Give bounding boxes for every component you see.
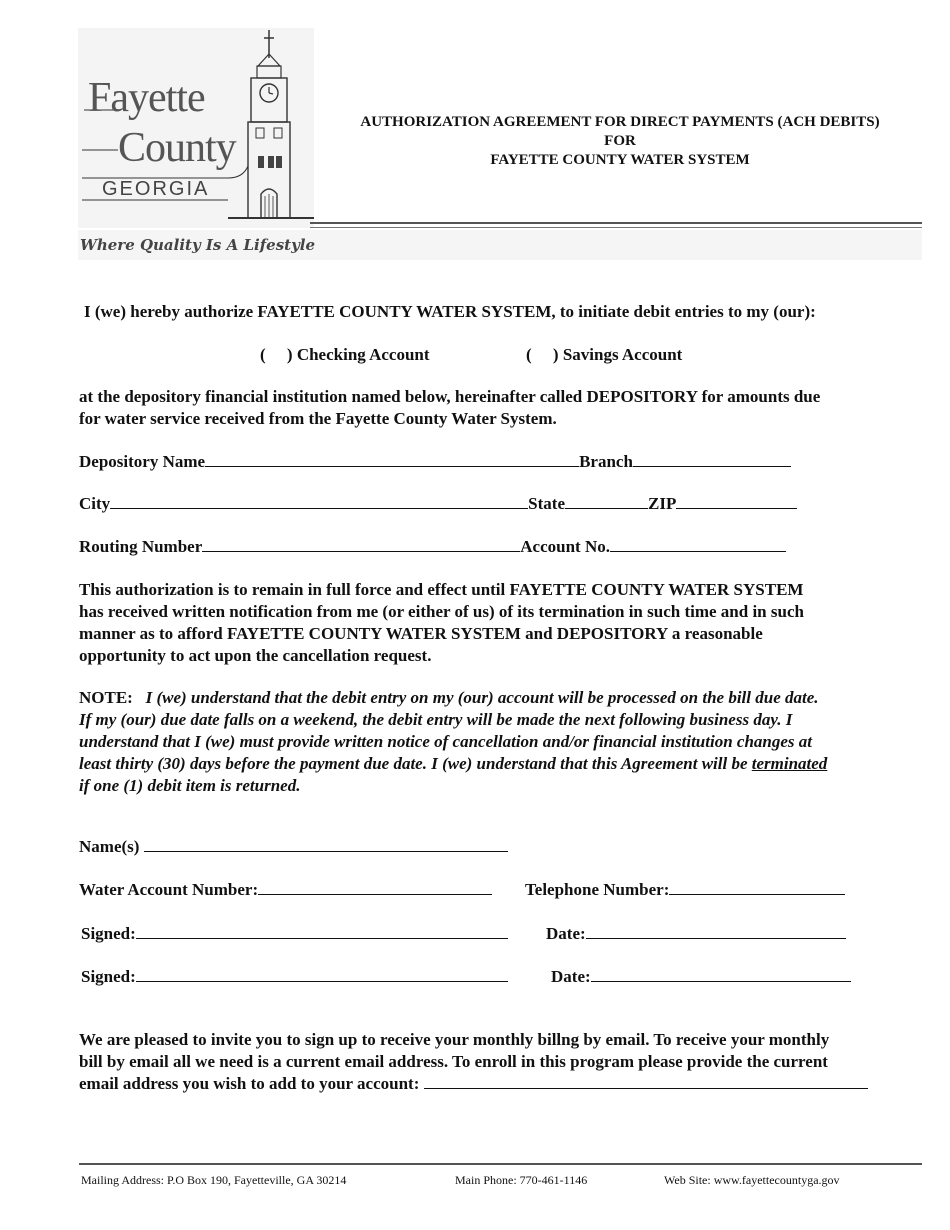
header-divider-2 bbox=[310, 227, 922, 228]
checking-account-option[interactable]: ( ) Checking Account bbox=[260, 345, 430, 364]
telephone-field[interactable] bbox=[669, 880, 845, 895]
names-label: Name(s) bbox=[79, 837, 140, 856]
main-phone: Main Phone: 770-461-1146 bbox=[455, 1173, 588, 1187]
routing-row bbox=[79, 536, 786, 558]
note-line-5: if one (1) debit item is returned. bbox=[79, 776, 301, 795]
note-line-1: I (we) understand that the debit entry on my (our) account will be processed on the bill due date. bbox=[145, 688, 819, 707]
auth-line-3: manner as to afford FAYETTE COUNTY WATER SYSTEM and DEPOSITORY a reasonable bbox=[79, 624, 763, 643]
tagline: Where Quality Is A Lifestyle bbox=[80, 236, 316, 254]
date-field-1[interactable] bbox=[586, 924, 846, 939]
account-number-label: Account No. bbox=[520, 537, 610, 556]
email-line-2: bill by email all we need is a current email address. To enroll in this program please provide the current bbox=[79, 1052, 828, 1071]
logo-fayette: Fayette bbox=[88, 75, 205, 121]
email-line-3: email address you wish to add to your account: bbox=[79, 1074, 420, 1093]
note-line-3: understand that I (we) must provide written notice of cancellation and/or financial institution changes at bbox=[79, 732, 812, 751]
signature-field-1[interactable] bbox=[136, 924, 508, 939]
date-label-2: Date: bbox=[551, 967, 591, 986]
city-field[interactable] bbox=[110, 494, 528, 509]
footer-divider bbox=[79, 1163, 922, 1165]
county-logo bbox=[78, 28, 314, 228]
water-account-row bbox=[79, 879, 492, 901]
telephone-label: Telephone Number: bbox=[525, 880, 670, 899]
authorization-paragraph bbox=[79, 579, 804, 667]
depository-name-field[interactable] bbox=[205, 452, 579, 467]
document-title bbox=[310, 113, 930, 170]
names-row bbox=[79, 836, 508, 858]
branch-field[interactable] bbox=[633, 452, 791, 467]
logo-georgia: GEORGIA bbox=[102, 178, 210, 200]
depository-line-2: for water service received from the Fayette County Water System. bbox=[79, 409, 557, 428]
state-field[interactable] bbox=[565, 494, 648, 509]
names-field[interactable] bbox=[144, 837, 508, 852]
note-line-4: least thirty (30) days before the payment due date. I (we) understand that this Agreement will be bbox=[79, 754, 752, 773]
depository-paragraph bbox=[79, 386, 820, 430]
date-field-2[interactable] bbox=[591, 967, 851, 982]
note-line-2: If my (our) due date falls on a weekend, the debit entry will be made the next following business day. I bbox=[79, 710, 793, 729]
water-account-label: Water Account Number: bbox=[79, 880, 259, 899]
note-paragraph bbox=[79, 687, 827, 797]
logo-county: County bbox=[118, 125, 236, 171]
signed-row-2 bbox=[81, 966, 508, 988]
depository-line-1: at the depository financial institution named below, hereinafter called DEPOSITORY for amounts due bbox=[79, 387, 821, 406]
savings-account-option[interactable]: ( ) Savings Account bbox=[526, 345, 683, 364]
city-label: City bbox=[79, 494, 111, 513]
state-label: State bbox=[528, 494, 565, 513]
date-row-2 bbox=[551, 966, 851, 988]
signed-label-1: Signed: bbox=[81, 924, 136, 943]
website-link[interactable]: Web Site: www.fayettecountyga.gov bbox=[664, 1173, 840, 1187]
routing-number-label: Routing Number bbox=[79, 537, 203, 556]
depository-row bbox=[79, 451, 791, 473]
email-address-field[interactable] bbox=[424, 1074, 868, 1089]
email-line-1: We are pleased to invite you to sign up to receive your monthly billng by email. To receive your monthly bbox=[79, 1030, 830, 1049]
terminated-text: terminated bbox=[751, 754, 828, 773]
title-line-1: AUTHORIZATION AGREEMENT FOR DIRECT PAYMENTS (ACH DEBITS) bbox=[360, 114, 880, 130]
depository-name-label: Depository Name bbox=[79, 452, 206, 471]
routing-number-field[interactable] bbox=[202, 537, 520, 552]
telephone-row bbox=[525, 879, 845, 901]
title-line-3: FAYETTE COUNTY WATER SYSTEM bbox=[490, 152, 750, 168]
branch-label: Branch bbox=[579, 452, 633, 471]
city-row bbox=[79, 493, 797, 515]
signed-label-2: Signed: bbox=[81, 967, 136, 986]
title-line-2: FOR bbox=[604, 133, 636, 149]
zip-label: ZIP bbox=[648, 494, 677, 513]
header-divider bbox=[310, 222, 922, 224]
date-label-1: Date: bbox=[546, 924, 586, 943]
date-row-1 bbox=[546, 923, 846, 945]
note-label: NOTE: bbox=[79, 688, 133, 707]
mailing-address: Mailing Address: P.O Box 190, Fayetteville, GA 30214 bbox=[81, 1173, 347, 1187]
auth-line-4: opportunity to act upon the cancellation request. bbox=[79, 646, 432, 665]
auth-line-1: This authorization is to remain in full force and effect until FAYETTE COUNTY WATER SYSTEM bbox=[79, 580, 804, 599]
signed-row-1 bbox=[81, 923, 508, 945]
signature-field-2[interactable] bbox=[136, 967, 508, 982]
account-number-field[interactable] bbox=[610, 537, 786, 552]
water-account-field[interactable] bbox=[258, 880, 492, 895]
email-paragraph bbox=[79, 1029, 868, 1095]
zip-field[interactable] bbox=[676, 494, 797, 509]
authorize-text: I (we) hereby authorize FAYETTE COUNTY WATER SYSTEM, to initiate debit entries to my (our): bbox=[84, 302, 816, 321]
auth-line-2: has received written notification from me (or either of us) of its termination in such time and in such bbox=[79, 602, 804, 621]
